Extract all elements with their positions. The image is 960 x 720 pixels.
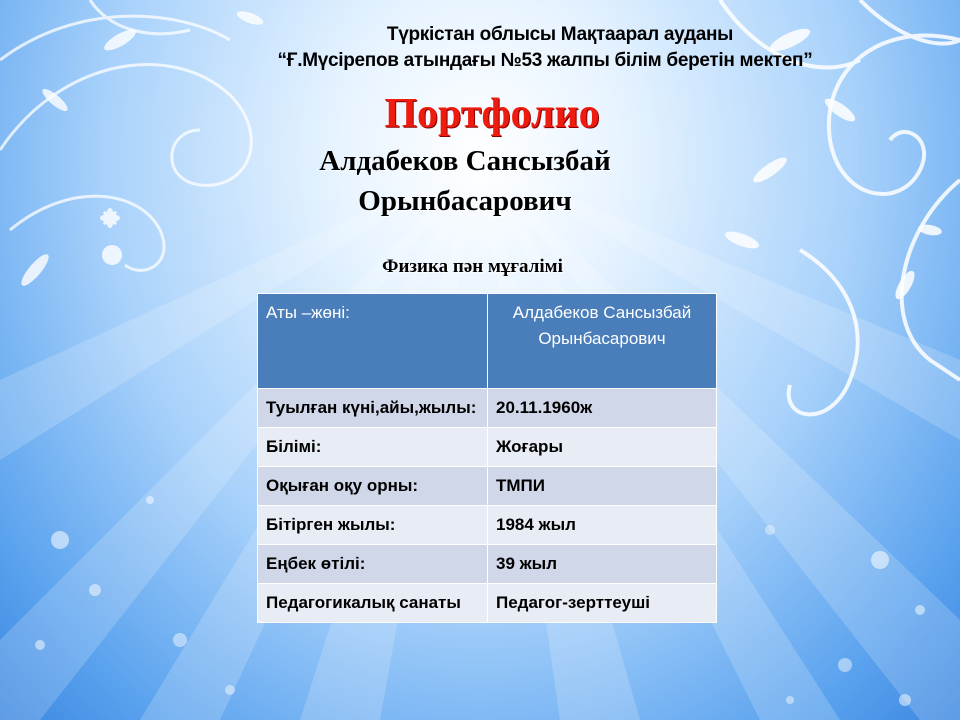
table-row bbox=[258, 545, 717, 584]
row-value: Жоғары bbox=[488, 428, 717, 467]
row-value: 20.11.1960ж bbox=[488, 389, 717, 428]
portfolio-title: Портфолио bbox=[384, 91, 600, 137]
row-value: Педагог-зерттеуші bbox=[488, 584, 717, 623]
table-header-row bbox=[258, 294, 717, 389]
row-value: 39 жыл bbox=[488, 545, 717, 584]
row-label: Педагогикалық санаты bbox=[258, 584, 488, 623]
table-row bbox=[258, 389, 717, 428]
row-value: 1984 жыл bbox=[488, 506, 717, 545]
school-heading: “Ғ.Мүсірепов атындағы №53 жалпы білім беретін мектеп” bbox=[277, 50, 813, 71]
row-label: Еңбек өтілі: bbox=[258, 545, 488, 584]
region-heading: Түркістан облысы Мақтаарал ауданы bbox=[386, 24, 734, 45]
row-label: Оқыған оқу орны: bbox=[258, 467, 488, 506]
table-row bbox=[258, 584, 717, 623]
table-row bbox=[258, 506, 717, 545]
teacher-name-line1: Алдабеков Сансызбай bbox=[319, 145, 611, 177]
table-row bbox=[258, 428, 717, 467]
header-label-cell: Аты –жөні: bbox=[258, 294, 488, 389]
row-label: Білімі: bbox=[258, 428, 488, 467]
table-row bbox=[258, 467, 717, 506]
info-table bbox=[257, 293, 717, 623]
row-value: ТМПИ bbox=[488, 467, 717, 506]
teacher-name-line2: Орынбасарович bbox=[358, 185, 572, 217]
row-label: Бітірген жылы: bbox=[258, 506, 488, 545]
teacher-subject: Физика пән мұғалімі bbox=[382, 256, 563, 277]
header-value-cell: Алдабеков Сансызбай Орынбасарович bbox=[488, 294, 717, 389]
row-label: Туылған күні,айы,жылы: bbox=[258, 389, 488, 428]
